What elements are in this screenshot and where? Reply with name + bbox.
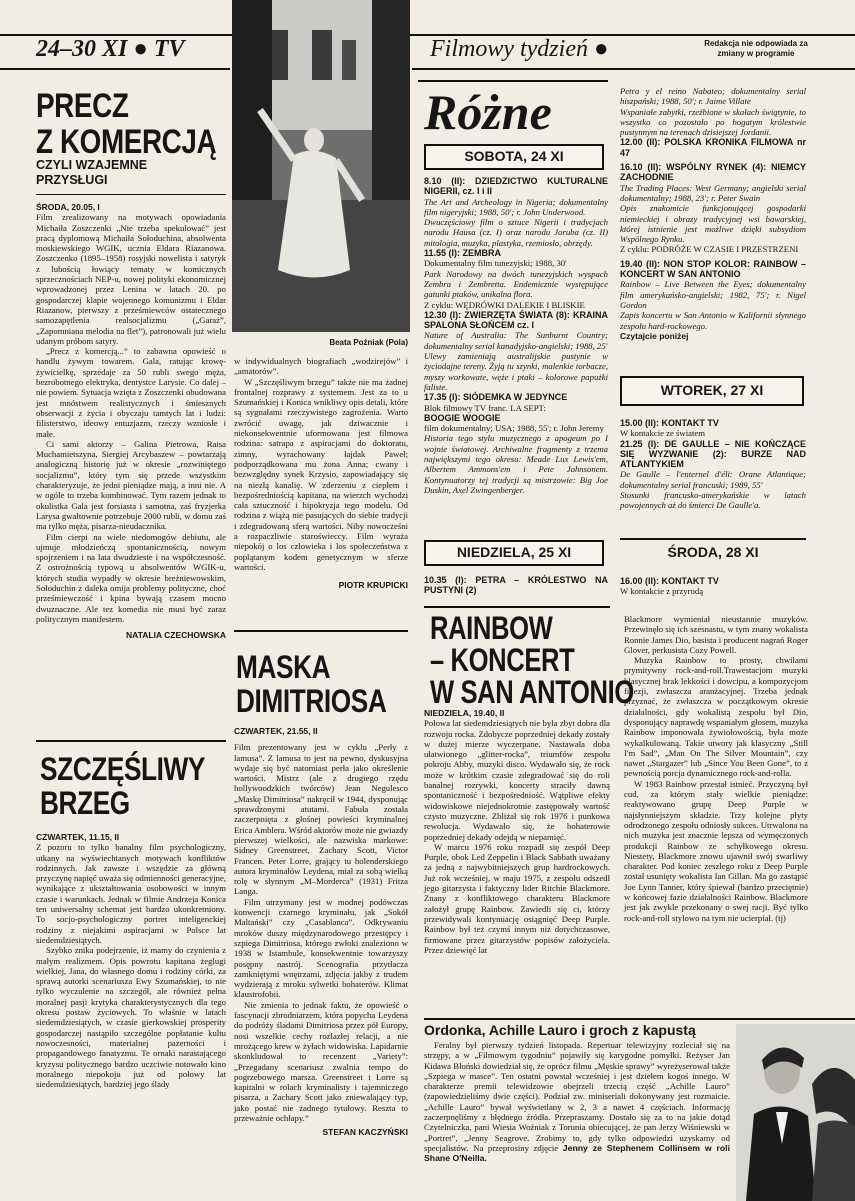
article3-body [234,726,408,1138]
dancer-photo [232,0,410,332]
rozne-rule-top [418,80,608,82]
article5-p1 [424,1040,730,1164]
article3-p1: Film prezentowany jest w cyklu „Perły z lamusa”. Z lamusa to jest na pewno, dyskusyjna wydaje się być natomiast perła jako określenie wartości. Mistrz (ale z drugiego rzędu hollywoodzkich twórców) Jean Negulesco „Maskę Dimitriosa” nakręcił w 1944, dysponując sprawdzonymi atutami. Fabuła została zaczerpnięta z głośnej powieści kryminalnej Erica Amblera. Wśród aktorów może nie gwiazdy pierwszej wielkości, ale nazwiska markowe: Sidney Greenstreet, Zachary Scott, Victor Francen. Peter Lorre, grający tu holenderskiego autora kryminałów Leydena, miał za sobą wielką rolę w słynnym „M–Morderca” (1931) Fritza Langa. [234,742,408,897]
article1b-body [234,356,408,591]
rozne-e4-head: 17.35 (I): SIÓDEMKA W JEDYNCE [424,392,568,403]
article1b-signature: PIOTR KRUPICKI [338,580,408,591]
rozne-e3-head: 12.30 (I): ZWIERZĘTA ŚWIATA (8): KRAINA SPALONA SŁOŃCEM cz. I [424,309,608,331]
day-wednesday: ŚRODA, 28 XI [667,544,759,560]
rozne-e3-ital: Ulewy zamieniają australijskie pustynie w życiodajne tereny. Żyją tu szynki, malenkie torbacze, myszy workowate, węże i ptaki – kolorowe papużki faliste. [424,351,608,392]
article2-rule-top [36,740,226,742]
article1b-p1: w indywidualnych biografiach „wodzirejów” i „amatorów”. [234,356,408,377]
masthead-rule-left [0,68,230,70]
rozne-listing-1 [424,176,608,495]
article5-p1-text: Feralny był pierwszy tydzień listopada. Repertuar telewizyjny rozleciał się na strzępy, a w „Filmowym tygodniu” pojawiły się karygodne pomyłki. Reżyser Jan Kidawa Błoński dowiedział się, że oprócz filmu „Męskie sprawy” wyreżyserował także „Szpiega w masce”. Ten ostatni powstał wcześniej i jest dziełem kogoś innego. W charakterze premii telewidzowie obejrzeli trzecią część „Achille Lauro” (zapowiedzieliśmy dwie części). Podział zw. miniseriali dokonywany jest rozmaicie. „Achille Lauro” bywał wyświetlany w 2, 3 a nawet 4 częściach. Informację zaczerpnęliśmy z błędnego źródła. Przepraszamy. Dostało się za to na jakie dotąd Czytelniczka, pani Wiesia Woźniak z Torunia obiecującej, że pan Jerzy Wiśniewski w „Portret”, „Jenny Seagrove. Zrobimy to, gdy tylko odpowiedzi uzyskamy od specjalistów. Na przeprosiny zdjęcie [424,1040,730,1153]
article4-p3: Blackmore wymieniał nieustannie muzyków. Przewinęło się ich szesnastu, w tym znany wokalista Ronnie James Dio, basista i producent nagrań Roger Glover, perkusista Cozy Powell. [624,614,808,655]
rozne-listing-2 [424,575,608,596]
right-listing-1 [620,86,806,341]
article4-body-b [624,614,808,923]
article3-title [236,650,386,718]
article3-p2: Film utrzymany jest w modnej podówczas konwencji czarnego kryminału, jak „Sokół Maltański” czy „Casablanca”. Odkrywaniu mroków duszy międzynarodowego przestępcy i szpiega Dimitriosa, którego zwłoki znaleziono w 1938 w Istambule, konsekwentnie towarzyszy posępny nastrój. Scenografia przytłacza zamkniętymi wnętrzami, zdjęcia jakby z trudem wydzierają z mroku sylwetki bohaterów. Klimat klaustrofobii. [234,896,408,1000]
article3-p3: Nie zmienia to jednak faktu, że opowieść o fascynacji zbrodniarzem, która popycha Leydena do podróży śladami Dimitriosa przez pół Europy, nosi wszelkie cechy rozlazłej relacji, a nie mrożącego krew w żyłach widowiska. Lapidarnie skonkludował to recenzent „Variety”: „Przegadany scenariusz zwalnia tempo do pogrzebowego marsza. Greenstreet i Lorre są kapitalni w rolach kryminalisty i tajemniczego pisarza, a Zachary Scott jako zniewalający typ, jako postać nie żadnego tytułowy. Reszta to przeważnie ochłapy.” [234,999,408,1123]
right-e9-head: 15.00 (II): KONTAKT TV [620,418,719,428]
couple-photo-art [736,1024,855,1201]
article4-title-line2: – KONCERT [430,642,575,678]
rozne-e4-sub: BOOGIE WOOGIE [424,412,501,423]
right-e8-desc: Rainbow – Live Between the Eyes; dokumentalny film amerykańsko-angielski; 1982, 75'; r. Nigel Gordon [620,279,806,310]
article5-title: Ordonka, Achille Lauro i groch z kapustą [424,1022,696,1038]
day-tuesday: WTOREK, 27 XI [660,382,764,398]
article4-title-line3: W SAN ANTONIO [430,674,634,710]
rozne-e4-desc2: film dokumentalny; USA; 1988, 55'; r. John Jeremy [424,423,604,434]
right-e7-ital: Opis znakomicie funkcjonującej gospodarki niemieckiej i obrazy tradycyjnej wsi bawarskiej, której istnienie jest możliwe dzięki subsydiom Wspólnego Rynku. [620,203,806,245]
article4-p4: Muzyka Rainbow to prosty, chwilami prymitywny rock-and-roll.Trawestacjom muzyki klasycznej brak lekkości i dowcipu, a kompozycjom finezji, zwłaszcza aranżacyjnej. Trzeba jednak przyznać, że zwłaszcza w początkowym okresie działalności, gdy wokalistą zespołu był Dio, dysponujący naprawdę wspaniałym głosem, muzyka Rainbow imponowała żywiołowością, była może wykalkulowaną. Takie utwory jak klasyczny „Still I'm Sad”, „Man On The Silver Mountain”, czy nawet „Stargazer” lub „Since You Been Gone”, to z pewnością porcja dynamicznego rock-and-rolla. [624,655,808,779]
masthead-left: 24–30 XI ● TV [36,36,185,62]
article3-signature: STEFAN KACZYŃSKI [322,1127,408,1138]
rozne-e1-desc: The Art and Archeology in Nigeria; dokumentalny film nigeryjski; 1988, 50'; r. John Underwood. [424,196,608,217]
article2-p2: Szybko znika podejrzenie, iż mamy do czynienia z małym realizmem. Opis powrotu kapitana żeglugi wielkiej, Jana, do własnego domu i rodziny córki, za sprawą autorki scenariusza Ewy Szumańskiej, to nie tylko wyczulenie na szczegół, ale również pełna moralnej pasji krytyka charakterystycznych dla tego okresu postaw życiowych. To właśnie w latach siedemdziesiątych, w czasie gierkowskiej prosperity gospodarczej nastąpiło szczególne popłatanie kultu nowoczesności, materialnej pazerności i propagandowego fanatyzmu. Te ornaki narastającego kryzysu politycznego bardzo uczciwie notowało kino moralnego niepokoju już od połowy lat siedemdziesiątych, bardziej jego ślady [36,945,226,1090]
article5-body [424,1040,730,1164]
couple-photo [736,1024,855,1201]
rozne-e2-head: 11.55 (I): ZEMBRA [424,248,502,259]
article1-when: ŚRODA, 20.05, I [36,202,100,212]
article1-title-line2: Z KOMERCJĄ [36,123,217,161]
wednesday-rule [620,538,806,540]
article2-title [40,752,205,820]
right-listing-2 [620,418,806,511]
masthead-notice: Redakcja nie odpowiada za zmiany w programie [704,39,808,58]
right-e11-head: 16.00 (II): KONTAKT TV [620,576,719,586]
article4-when: NIEDZIELA, 19.40, II [424,708,505,718]
photo1-caption: Beata Poźniak (Pola) [329,338,408,347]
article1-subtitle: CZYLI WZAJEMNE PRZYSŁUGI [36,158,148,187]
right-e7-desc: The Trading Places: West Germany; angielski serial dokumentalny; 1988, 23'; r. Peter Swain [620,182,806,203]
article2-when: CZWARTEK, 11.15, II [36,832,120,842]
right-e9-desc: W kontakcie ze światem [620,428,705,439]
right-listing-3 [620,576,806,597]
rozne-e5-head: 10.35 (I): PETRA – KRÓLESTWO NA PUSTYNI (2) [424,575,608,596]
article4-title [430,612,634,708]
article1-title [36,88,216,160]
article4-p1: Połowa lat siedemdziesiątych nie była zbyt dobra dla rozwoju rocka. Zdobycze poprzedniej dekady zostały w dużej mierze wyczerpane. Nastawała doba ułatwionego „glitter-rocka”, triumfów zespołu pokroju Abby, muzyki disco. Wydawało się, że rock może w krótkim czasie zdegradować się do roli banalnej rozrywki, koncerty straciły dawną spontaniczność i bezpośredniość. Wątpliwe efekty widowiskowe niejednokrotnie zastępowały wartość czysto muzyczne. Zbliżał się rok 1976 i punkowa rewolucja. Wydawało się, że bohaterowie poprzedniej dekady odejdą w niepamięć. [424,718,610,842]
article4-body-a [424,708,610,955]
right-e7-cycle: Z cyklu: PODRÓŻE W CZASIE I PRZESTRZENI [620,244,799,255]
rozne-e4-ital: Historia tego stylu muzycznego z apogeum po I wojnie światowej. Archiwalne fragmenty z trzema największymi tego okresu: Meade Lux Lewis'em, Albertem Ammons'em i Pete Johnsonem. Kontynuatorzy tej tradycji są mistrzowie: Big Joe Duskin, Axel Zwingenberger. [424,433,608,495]
article1-body [36,202,226,640]
article3-title-line1: MASKA [236,649,331,685]
article3-title-line2: DIMITRIOSA [236,683,387,719]
article1-p4: Film cierpi na wiele niedomogów debiutu, ale ujmuje młodzieńczą spontanicznością, nowym spojrzeniem i na lata dwudzieste i na współczesność. Z ostrożnością typową u absolwentów WGIK-u, których studia wypadły w okresie breżniewowskim, Sołoduchin z daleka omija problemy polityczne, choć prześmiewczość i kpina bywają czasem mocno dwuznaczne. Ale tez komedia nie musi być zaraz politycznym manifestem. [36,531,226,624]
day-sunday: NIEDZIELA, 25 XI [456,544,572,560]
rozne-e2-desc: Dokumentalny film tunezyjski; 1988, 30' [424,258,567,269]
right-e6-head: 12.00 (II): POLSKA KRONIKA FILMOWA nr 47 [620,137,806,158]
right-e10-ital: Stosunki francusko-amerykańskie w latach powojennych aż do śmierci De Gaulle'a. [620,490,806,511]
article1-p2: „Precz z komercją...” to zabawna opowieść o handlu żywym towarem. Gala, ratując krowę-żywicielkę, sprzedaje za 50 rubli swego męża, bezrobotnego elektryka, dentystce Larysie. Co dalej – nie powiem. Sytuacja wzięta z Zoszczenki obudowana jest mnóstwem realistycznych i śmiesznych obserwacji z życia i obyczaju tamtych lat i ludzi: filisterstwo, ideowy entuzjazm, rzeczy wzniosłe i małe. [36,346,226,439]
masthead-rule-right [412,68,855,70]
article4-title-line1: RAINBOW [430,610,553,646]
article2-body [36,832,226,1089]
rozne-e1-ital: Dwuczęściowy film o sztuce Nigerii i tradycjach narodu Hausa (cz. I) oraz narodu Joruba (cz. II) mitologia, muzyka, plastyka, rzemiosło, obrzędy. [424,217,608,248]
article2-title-line2: BRZEG [40,785,130,821]
rozne-e1-head: 8.10 (II): DZIEDZICTWO KULTURALNE NIGERII, cz. I i II [424,176,608,197]
article5-rule-top [424,1018,855,1020]
article1-title-line1: PRECZ [36,87,129,125]
rozne-e4-desc: Blok filmowy TV franc. LA SEPT: [424,402,546,413]
right-e11-desc: W kontakcie z przyrodą [620,586,704,597]
day-saturday: SOBOTA, 24 XI [464,148,564,164]
right-e10-desc: De Gaulle – l'enternel d'éli: Orane Atlantique; dokumentalny serial francuski; 1989, 55' [620,469,806,490]
article4-p2: W marcu 1976 roku rozpadł się zespół Deep Purple, obok Led Zeppelin i Black Sabbath uważany za jedną z najwybitniejszych grup hardrockowych. Już rok wcześniej, w maju 1975, z zespołu odszedł jego gitarzysta i faktyczny lider Ritchie Blackmore. Znany z konfliktowego charakteru Blackmore założył grupę Rainbow. Zawiedli się ci, którzy przewidywali kontynuację osiągnięć Deep Purple. Rainbow był też czymś innym niż dotychczasowe, firmowane przez gitarzystów popisów założyciela. Przez dziewięć lat [424,841,610,955]
article3-rule-top [234,630,408,632]
article4-p5: W 1983 Rainbow przestał istnieć. Przyczyną był cud, za którym stały wielkie pieniądze: reaktywowano grupę Deep Purple w najsłynniejszym składzie. Trzy kolejne płyty odrodzonego zespołu odniosły sukces. Utrwalona na nich muzyka jest znacznie lepsza od wymęczonych produkcji Rainbow ze schyłkowego okresu. Niestety, Blackmore znowu ujawnił swój swarliwy charakter. Pod koniec zeszłego roku z Deep Purple został usunięty wokalista Ian Gillan. Ma go zastąpić Joe Lynn Tanner, który śpiewał (bardzo przeciętnie) w końcowej fazie działalności Rainbow. Blackmore jest jak zwykle przekonany o swej racji. Być tylko rock-and-roll stylowo na tym nie ucierpiał. (tj) [624,778,808,923]
article1-p1: Film zrealizowany na motywach opowiadania Michaiła Zoszczenki „Nie trzeba spekulować” jest pracą dyplomową Michaiła Sołoduchina, absolwenta moskiewskiego WGIK, ucznia Eldara Riazanowa. Zoszczenko (1895–1958) rosyjski nowelista i satyryk z lubością łowiący tematy w komicznych sprzecznościach NEP-u, nowej polityki ekonomicznej wprowadzonej przez Lenina w latach 20. po gospodarczej klapie wojennego komunizmu i Eldar Riazanow, pierwszy z prześmiewców ostatecznego samozapętlenia realsocjalizmu („Garaż”, „Zapomniana melodia na flet”), patronowali już wielu udanym próbom satyry. [36,212,226,346]
article1-rule [36,194,226,195]
article1-signature: NATALIA CZECHOWSKA [126,630,226,641]
right-e8-ital: Zapis koncertu w San Antonio w Kalifornii słynnego zespołu hard-rockowego. [620,310,806,331]
masthead-right: Filmowy tydzień ● [430,36,609,62]
article1-p3: Ci sami aktorzy – Galina Pietrowa, Raisa Muchamietszyna, Siergiej Arcybaszew – powtarzają analogiczną historię już w okresie „rozwiniętego socjalizmu”, który tym się przede wszystkim charakteryzuje, że jedni pieniądze mają, a inni nie. A w ogóle to trzeba kombinować. Tym razem jednak to okulistka Gala jest forsiasta i samotna, zaś fryzjerka Larysa gwałtownie potrzebuje 2000 rubli, w domu zaś ma tylko męża, pisarza-nieudacznika. [36,438,226,532]
right-cont: Petra y el reino Nabateo; dokumentalny serial hiszpański; 1988, 50'; r. Jaime Villate [620,86,806,107]
article5-p1-bold: Jenny ze Stephenem Collinsem w roli Shane O'Neilla. [424,1142,730,1164]
right-e8-more: Czytajcie poniżej [620,330,689,341]
article4-rule-top [424,606,610,608]
right-e8-head: 19.40 (II): NON STOP KOLOR: RAINBOW – KONCERT W SAN ANTONIO [620,258,806,280]
rozne-title: Różne [424,84,552,140]
rozne-e3-desc: Nature of Australia: The Sunburnt Country; dokumentalny serial kanadyjsko-angielski; 1988, 25' [424,330,608,351]
article2-p1: Z pozoru to tylko banalny film psychologiczny, utkany na wyświechtanych motywach konfliktów rodzinnych. Jak zawsze i wszędzie za główną przyczynę napięć uważa się odmienności generacyjne, wynikające z ukształtowania osobowości w innym czasie i warunkach. Jednak w filmie Andrzeja Konica ten uniwersalny schemat jest bardzo ukonkretniony. To socjo-psychologiczny portret inteligenckiej rodziny z niejakimi aspiracjami w Polsce lat siedemdziesiątych. [36,842,226,945]
article2-title-line1: SZCZĘŚLIWY [40,751,205,787]
dancer-photo-art [232,0,410,332]
article3-when: CZWARTEK, 21.55, II [234,726,318,736]
right-cont-ital: Wspaniałe zabytki, rzeźbione w skałach świątynie, to wszystko co pozostało po bogatym królestwie pustynnym na terenach dzisiejszej Jordanii. [620,106,806,138]
right-e7-head: 16.10 (II): WSPÓLNY RYNEK (4): NIEMCY ZACHODNIE [620,162,806,183]
article1b-p2: W „Szczęśliwym brzegu” także nie ma żadnej frontalnej rozprawy z systemem. Jest za to u Szumańskiej i Konica wnikliwy opis detali, które są sygnałami rzeczywistego zagrożenia. Warto zwrócić uwagę, jak dziwacznie i niekonsekwentnie uformowana jest filmowa rodzina: satrapa z aspiracjami do doktoratu, zimny, wyrachowany łajdak Paweł; podporządkowana mu żona Anna; cwany i bezwzględny synek Krzysio, zapowiadający się na niezłą kanalię. W zderzeniu z ciepłem i bezpośredniością kapitana, na wierzch wychodzi cała sztuczność i hipokryzja tego modelu. Od rodzina z wiążą nie pasujących do siebie tradycji i zdegradowaną sferą wartości. Niby nowocześni a rozpaczliwie staroświeccy. Film wyraża niepokój o los człowieka i los społeczeństwa z poplątanym kodem genetycznym w sferze wartości. [234,376,408,572]
rozne-e2-cycle: Z cyklu: WĘDRÓWKI DALEKIE I BLISKIE [424,299,585,310]
right-e10-head: 21.25 (I): DE GAULLE – NIE KOŃCZĄCE SIĘ WYZWANIE (2): BURZE NAD ATLANTYKIEM [620,438,806,470]
rozne-e2-ital: Park Narodowy na dwóch tunezyjskich wyspach Zembra i Zembretta. Endemicznie występujące gatunki ptaków, unikalna flora. [424,268,608,300]
